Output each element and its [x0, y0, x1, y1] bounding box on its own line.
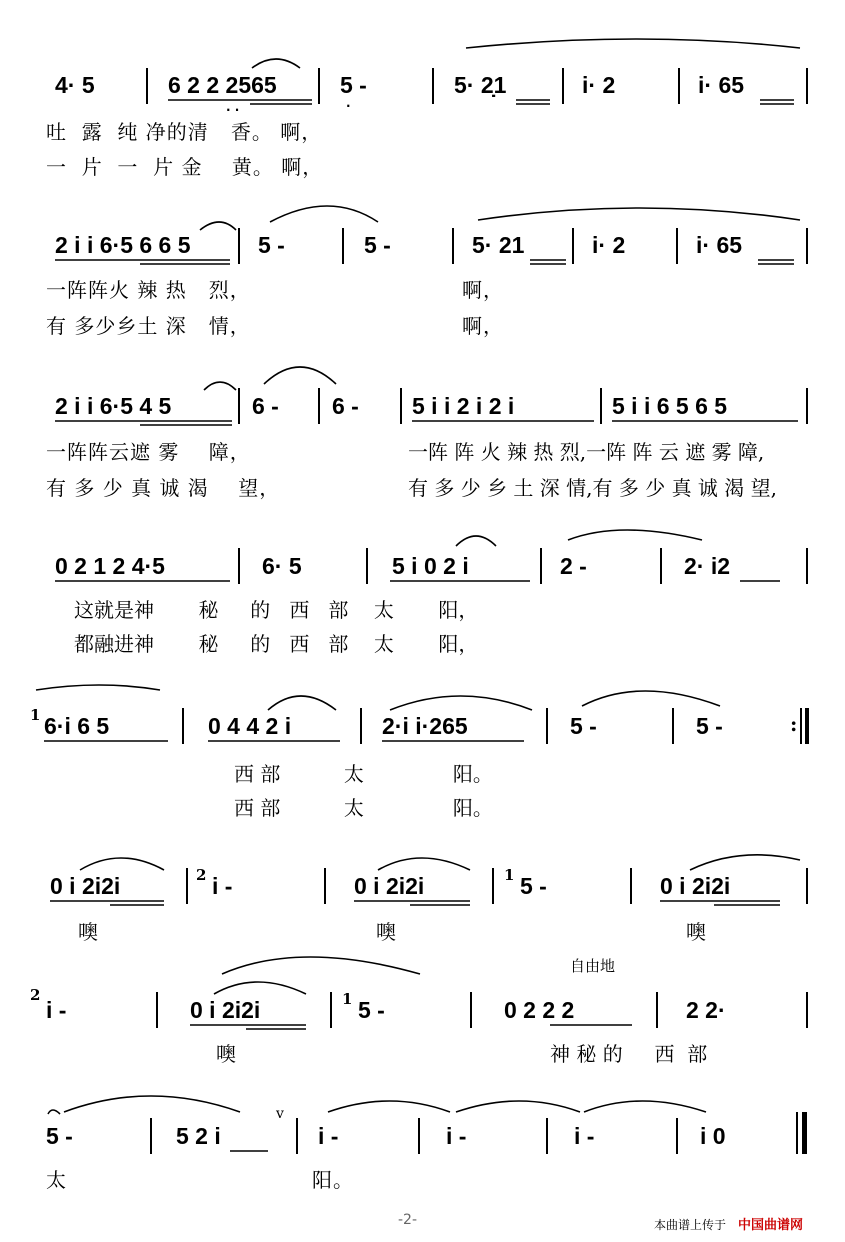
- lyrics-verse-1: 一阵阵火 辣 热 烈，: [46, 278, 251, 302]
- measure-1: i -: [46, 997, 67, 1023]
- measure-5: 2· i2: [684, 553, 731, 579]
- grace-note: 2: [196, 866, 207, 884]
- measure-3: 5 i 0 2 i: [392, 553, 469, 579]
- lyrics-verse-1: 这就是神 秘 的 西 部 太 阳，: [74, 598, 479, 622]
- lyrics-1: 噢: [78, 920, 99, 944]
- measure-4: 5 -: [570, 713, 597, 739]
- measure-3: 6 -: [332, 393, 359, 419]
- lyrics-verse-2: 一 片 一 片 金 黄。 啊，: [46, 155, 324, 179]
- measure-1: 0 i 2i2i: [50, 873, 121, 899]
- measure-6: i· 65: [698, 72, 745, 98]
- measure-1: 4· 5: [55, 72, 95, 98]
- measure-4: i -: [446, 1123, 467, 1149]
- measure-2: 6 2 2 2565: [168, 72, 277, 98]
- lyrics-1: 噢: [216, 1042, 237, 1066]
- lyrics-verse-2: 西 部 太 阳。: [234, 796, 493, 820]
- svg-text:· ·: · ·: [226, 103, 240, 117]
- measure-5: i· 2: [592, 232, 626, 258]
- lyrics-verse-2: 都融进神 秘 的 西 部 太 阳，: [74, 632, 479, 656]
- measure-4: 0 2 2 2: [504, 997, 575, 1023]
- measure-2: 0 4 4 2 i: [208, 713, 292, 739]
- measure-3: 5 -: [340, 72, 367, 98]
- measure-3: 0 i 2i2i: [354, 873, 425, 899]
- lyrics-verse-2-b: 有 多 少 乡 土 深 情,有 多 少 真 诚 渴 望,: [408, 476, 778, 500]
- lyrics-verse-1: 吐 露 纯 净的清 香。 啊，: [46, 120, 323, 144]
- measure-3: i -: [318, 1123, 339, 1149]
- svg-text:·: ·: [346, 99, 351, 113]
- lyrics-3: 噢: [686, 920, 707, 944]
- page-number: -2-: [398, 1212, 418, 1228]
- measure-4: 5 i i 2 i 2 i: [412, 393, 515, 419]
- lyrics-verse-1-b: 啊，: [462, 278, 504, 302]
- lyrics-2: 噢: [376, 920, 397, 944]
- repeat-sign: :: [790, 712, 798, 736]
- measure-5: 0 i 2i2i: [660, 873, 731, 899]
- measure-3: 5 -: [364, 232, 391, 258]
- upload-note: 本曲谱上传于: [654, 1218, 727, 1232]
- grace-note: 1: [30, 706, 41, 724]
- measure-1: 0 2 1 2 4·5: [55, 553, 165, 579]
- measure-5: 2 2·: [686, 997, 726, 1023]
- measure-2: 5 2 i: [176, 1123, 221, 1149]
- lyrics-2: 神 秘 的 西 部: [550, 1042, 708, 1066]
- tempo-marking: 自由地: [570, 957, 616, 975]
- lyrics-verse-2-b: 啊，: [462, 314, 504, 338]
- measure-6: i 0: [700, 1123, 726, 1149]
- measure-2: 6· 5: [262, 553, 302, 579]
- lyrics-verse-2: 有 多 少 真 诚 渴 望，: [46, 476, 281, 500]
- measure-5: i -: [574, 1123, 595, 1149]
- measure-4: 5 -: [520, 873, 547, 899]
- measure-3: 5 -: [358, 997, 385, 1023]
- measure-5: i· 2: [582, 72, 616, 98]
- measure-1: 6·i 6 5: [44, 713, 110, 739]
- measure-4: 2 -: [560, 553, 587, 579]
- measure-1: 2 i i 6·5 6 6 5: [55, 232, 191, 258]
- lyrics-verse-2: 有 多少乡土 深 情，: [46, 314, 251, 338]
- measure-2: 5 -: [258, 232, 285, 258]
- measure-1: 5 -: [46, 1123, 73, 1149]
- measure-5: 5 -: [696, 713, 723, 739]
- measure-2: 6 -: [252, 393, 279, 419]
- lyrics-verse-1: 西 部 太 阳。: [234, 762, 493, 786]
- grace-note: 1: [504, 866, 515, 884]
- lyrics-verse-1: 一阵阵云遮 雾 障，: [46, 440, 251, 464]
- measure-4: 5· 21: [472, 232, 525, 258]
- grace-note: 2: [30, 986, 41, 1004]
- measure-5: 5 i i 6 5 6 5: [612, 393, 728, 419]
- measure-2: i -: [212, 873, 233, 899]
- breath-mark: v: [276, 1106, 284, 1122]
- lyrics-1: 太: [46, 1168, 67, 1192]
- measure-6: i· 65: [696, 232, 743, 258]
- measure-3: 2·i i·265: [382, 713, 468, 739]
- measure-2: 0 i 2i2i: [190, 997, 261, 1023]
- measure-4: 5· 2̣1: [454, 72, 507, 98]
- site-logo[interactable]: 中国曲谱网: [738, 1218, 804, 1233]
- grace-note: 1: [342, 990, 353, 1008]
- lyrics-2: 阳。: [312, 1168, 354, 1192]
- measure-1: 2 i i 6·5 4 5: [55, 393, 172, 419]
- lyrics-verse-1-b: 一阵 阵 火 辣 热 烈,一阵 阵 云 遮 雾 障,: [408, 440, 765, 464]
